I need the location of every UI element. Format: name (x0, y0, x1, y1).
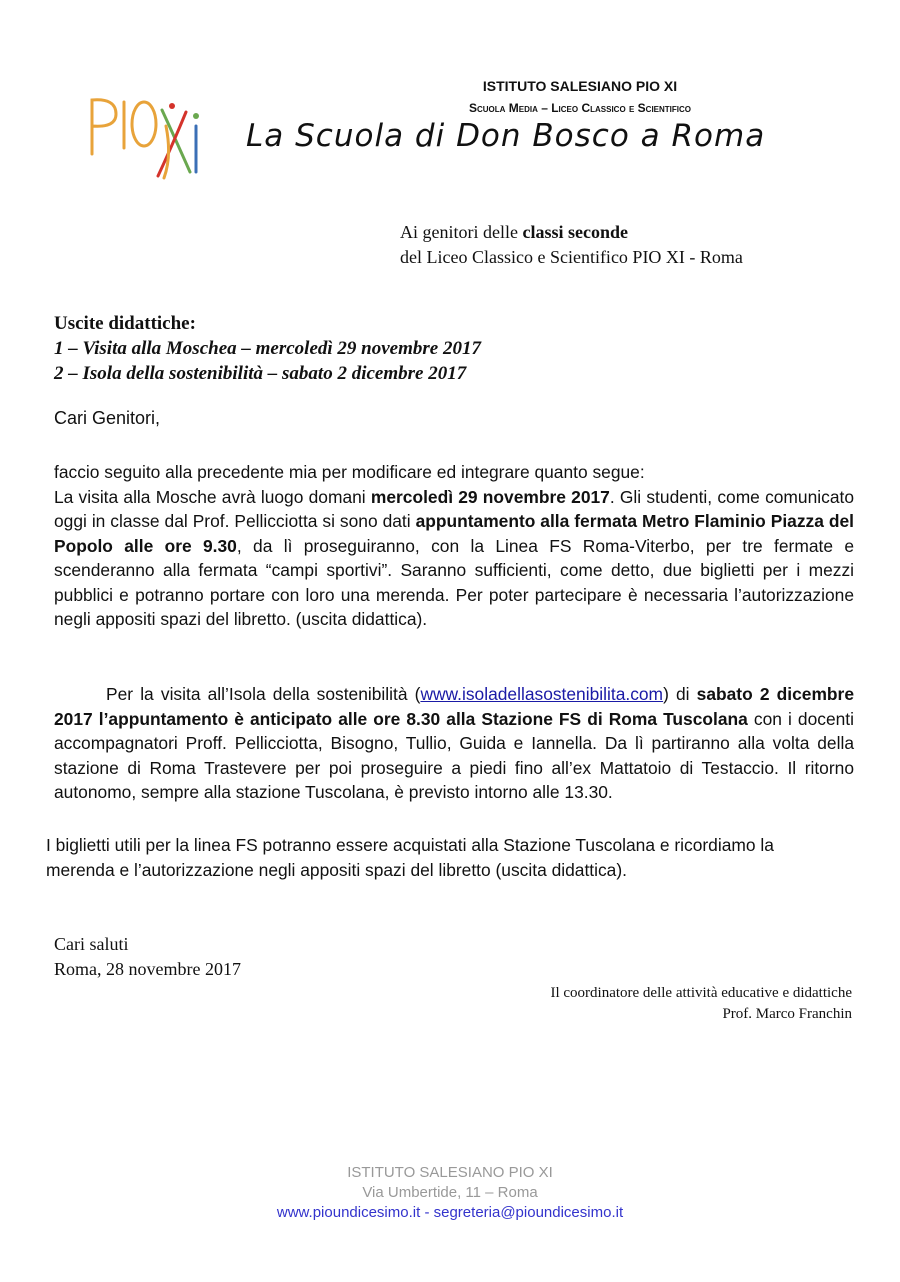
footer-address: Via Umbertide, 11 – Roma (362, 1184, 538, 1201)
subject-item-2: 2 – Isola della sostenibilità – sabato 2 dicembre 2017 (54, 363, 467, 384)
pio-xi-logo (86, 86, 206, 186)
paragraph-mosque-visit (54, 460, 854, 632)
page-footer (0, 1163, 900, 1223)
text-span: ) di (663, 684, 697, 704)
bold-date: mercoledì 29 novembre 2017 (370, 486, 610, 507)
institute-name: ISTITUTO SALESIANO PIO XI (482, 78, 678, 94)
greeting: Cari Genitori, (54, 408, 161, 428)
recipients-line-1 (400, 220, 743, 245)
footer-separator: - (420, 1204, 434, 1221)
closing-block (54, 932, 241, 982)
text-span: con i docenti accompagnatori Proff. Pellicciotta, Bisogno, Tullio, Guida e Iannella. Da lì partiranno alla volta della stazione di Roma Trastevere per poi proseguire a piedi fino all’ex Mattatoio di Testaccio. Il ritorno autonomo, sempre alla stazione Tuscolana, è previsto intorno alle 13.30. (54, 708, 854, 802)
recipients-prefix: Ai genitori delle (400, 222, 523, 242)
recipients-classes: classi seconde (522, 222, 628, 242)
school-types: Scuola Media – Liceo Classico e Scientifico (468, 101, 692, 115)
website-link[interactable]: www.isoladellasostenibilita.com (420, 684, 664, 704)
recipients-block (400, 220, 743, 270)
footer-email-link[interactable]: segreteria@pioundicesimo.it (433, 1204, 624, 1221)
subject-title: Uscite didattiche: (54, 313, 196, 334)
paragraph-mosque-body (54, 485, 854, 632)
footer-contacts (0, 1203, 900, 1223)
paragraph-island-visit (54, 682, 854, 805)
text-span: Per la visita all’Isola della sostenibilità ( (106, 684, 421, 704)
subject-block (54, 311, 481, 386)
text-span: . Gli studenti, come comunicato oggi in classe dal Prof. Pellicciotta si sono dati (54, 486, 854, 531)
footer-website-link[interactable]: www.pioundicesimo.it (276, 1204, 421, 1221)
recipients-line-2: del Liceo Classico e Scientifico PIO XI - Roma (400, 247, 743, 267)
bold-meeting-info: sabato 2 dicembre 2017 l’appuntamento è anticipato alle ore 8.30 alla Stazione FS di Roma Tuscolana (54, 684, 854, 729)
signature-block (550, 983, 852, 1025)
paragraph-intro-line: faccio seguito alla precedente mia per modificare ed integrare quanto segue: (54, 462, 645, 482)
school-motto: La Scuola di Don Bosco a Roma (246, 118, 766, 154)
salutation: Cari saluti (54, 934, 129, 954)
signature-role: Il coordinatore delle attività educative e didattiche (550, 985, 852, 1001)
text-span: , da lì proseguiranno, con la Linea FS Roma-Viterbo, per tre fermate e scenderanno alla fermata “campi sportivi”. Saranno sufficienti, come detto, due biglietti per i mezzi pubblici e potranno portare con loro una merenda. Per poter partecipare è necessaria l’autorizzazione negli appositi spazi del libretto. (uscita didattica). (54, 535, 854, 629)
paragraph-tickets: I biglietti utili per la linea FS potranno essere acquistati alla Stazione Tuscolana e ricordiamo la merenda e l’autorizzazione negli appositi spazi del libretto (uscita didattica). (46, 835, 774, 880)
footer-institute: ISTITUTO SALESIANO PIO XI (347, 1164, 553, 1181)
signature-name: Prof. Marco Franchin (722, 1006, 852, 1022)
subject-item-1: 1 – Visita alla Moschea – mercoledì 29 novembre 2017 (54, 338, 481, 359)
place-date: Roma, 28 novembre 2017 (54, 959, 241, 979)
bold-meeting-point: appuntamento alla fermata Metro Flaminio Piazza del Popolo alle ore 9.30 (54, 511, 854, 556)
text-span: La visita alla Mosche avrà luogo domani (54, 486, 371, 507)
